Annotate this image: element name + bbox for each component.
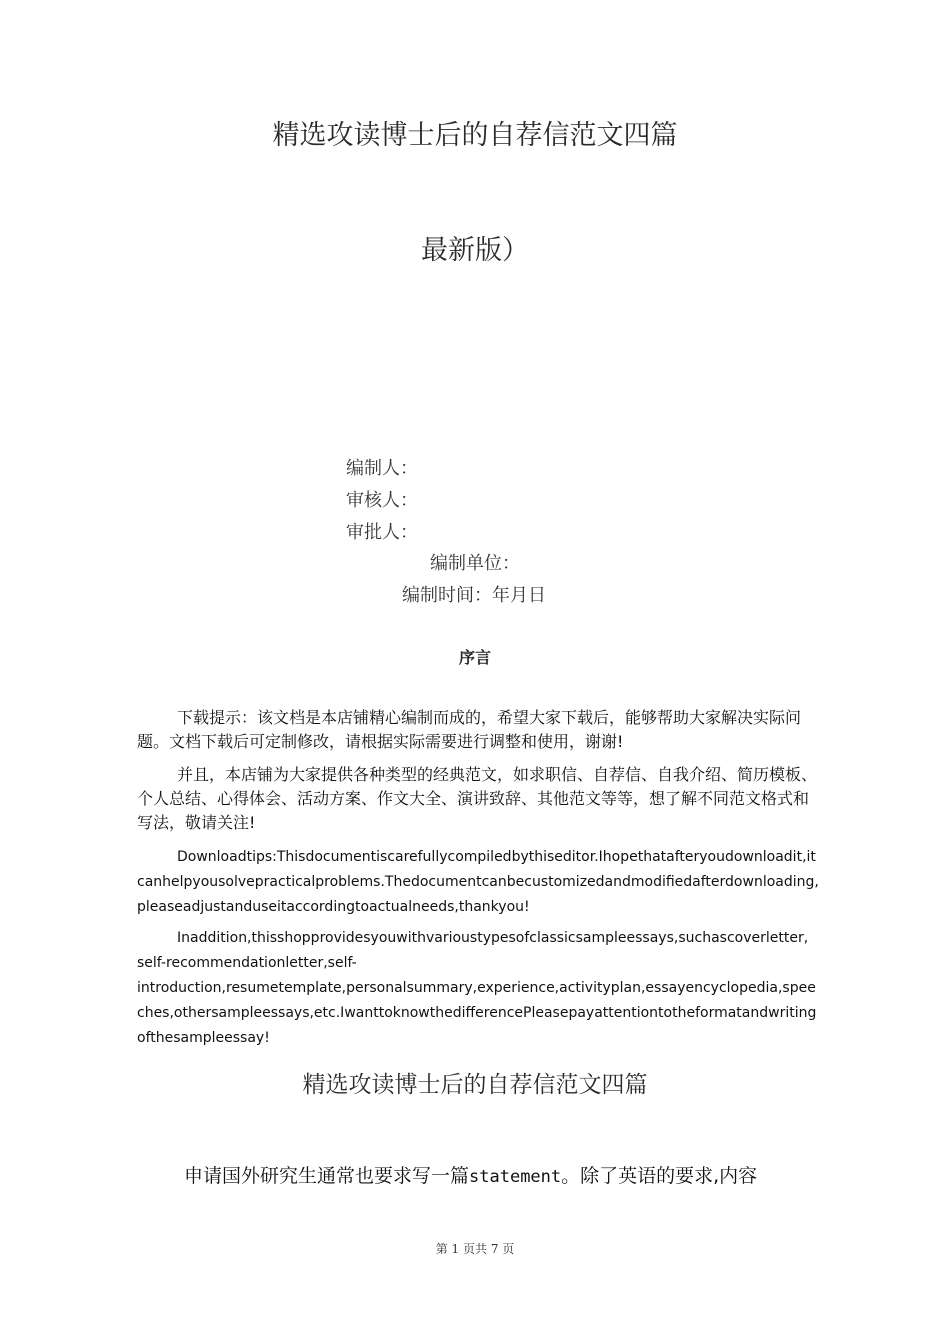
meta-approver: 审批人： xyxy=(346,522,418,543)
body-text-term: statement xyxy=(469,1167,562,1187)
preface-heading: 序言 xyxy=(458,648,491,667)
shop-info-en-line-1: Inaddition,thisshopprovidesyouwithvarioustypesofclassicsampleessays,suchascoverletter, xyxy=(177,930,809,946)
document-title: 精选攻读博士后的自荐信范文四篇 xyxy=(272,120,678,151)
meta-time: 编制时间：年月日 xyxy=(402,585,546,606)
body-text-after: 。除了英语的要求,内容 xyxy=(561,1165,758,1187)
meta-editor: 编制人： xyxy=(346,458,418,479)
shop-info-cn: 并且，本店铺为大家提供各种类型的经典范文，如求职信、自荐信、自我介绍、简历模板、个人总结、心得体会、活动方案、作文大全、演讲致辞、其他范文等等，想了解不同范文格式和写法，敬请关注! xyxy=(137,765,818,832)
shop-info-en-line-2: self-recommendationletter,self- xyxy=(137,955,357,971)
body-first-line xyxy=(184,1161,834,1188)
download-tip-cn: 下载提示：该文档是本店铺精心编制而成的，希望大家下载后，能够帮助大家解决实际问题。文档下载后可定制修改，请根据实际需要进行调整和使用，谢谢! xyxy=(137,708,802,751)
page-footer: 第 1 页共 7 页 xyxy=(435,1242,515,1256)
meta-reviewer: 审核人： xyxy=(346,490,418,511)
shop-info-en-rest: introduction,resumetemplate,personalsummary,experience,activityplan,essayencyclopedia,speeches,othersampleessays,etc.IwanttoknowthedifferencePleasepayattentiontotheformatandwritingofthesampleessay! xyxy=(137,980,817,1046)
meta-unit: 编制单位： xyxy=(430,553,520,574)
document-subtitle: 最新版） xyxy=(421,235,529,266)
body-text-before: 申请国外研究生通常也要求写一篇 xyxy=(184,1165,470,1187)
section-title: 精选攻读博士后的自荐信范文四篇 xyxy=(302,1072,648,1098)
download-tip-en: Downloadtips:Thisdocumentiscarefullycompiledbythiseditor.Ihopethatafteryoudownloadit,itcanhelpyousolvepracticalproblems.Thedocumentcanbecustomizedandmodifiedafterdownloading,pleaseadjustanduseitaccordingtoactualneeds,thankyou! xyxy=(137,849,819,915)
